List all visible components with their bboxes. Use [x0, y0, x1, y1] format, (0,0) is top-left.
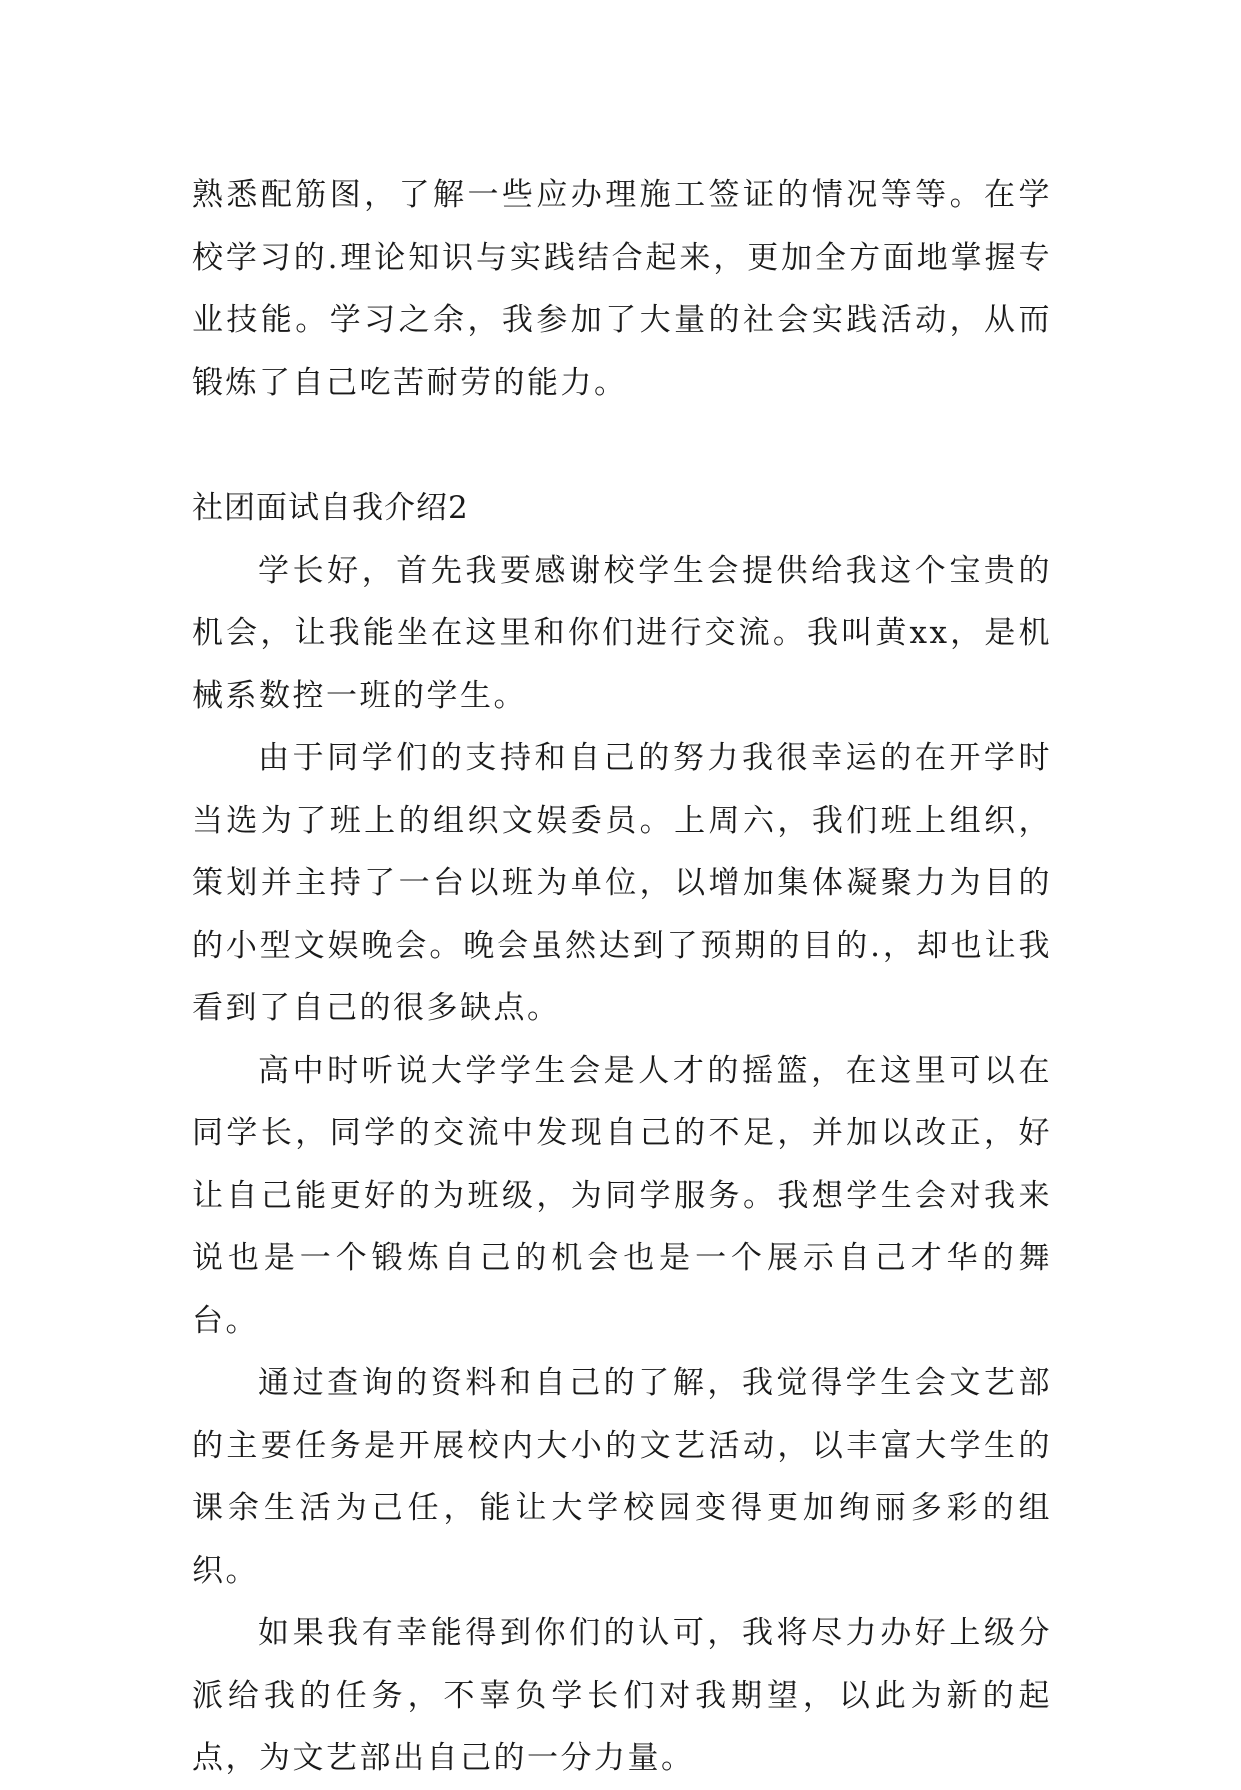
- paragraph: 如果我有幸能得到你们的认可，我将尽力办好上级分派给我的任务，不辜负学长们对我期望，以此为新的起点，为文艺部出自己的一分力量。: [192, 1615, 1052, 1776]
- paragraph: 学长好，首先我要感谢校学生会提供给我这个宝贵的机会，让我能坐在这里和你们进行交流。我叫黄xx，是机械系数控一班的学生。: [192, 552, 1052, 714]
- paragraph: 由于同学们的支持和自己的努力我很幸运的在开学时当选为了班上的组织文娱委员。上周六，我们班上组织，策划并主持了一台以班为单位，以增加集体凝聚力为目的的小型文娱晚会。晚会虽然达到了预期的目的.，却也让我看到了自己的很多缺点。: [192, 740, 1052, 1026]
- paragraph: 高中时听说大学学生会是人才的摇篮，在这里可以在同学长，同学的交流中发现自己的不足，并加以改正，好让自己能更好的为班级，为同学服务。我想学生会对我来说也是一个锻炼自己的机会也是一个展示自己才华的舞台。: [192, 1052, 1052, 1339]
- document-body: [192, 164, 1052, 1790]
- intro-paragraph: 熟悉配筋图，了解一些应办理施工签证的情况等等。在学校学习的.理论知识与实践结合起来，更加全方面地掌握专业技能。学习之余，我参加了大量的社会实践活动，从而锻炼了自己吃苦耐劳的能力。: [192, 177, 1052, 401]
- paragraph: 通过查询的资料和自己的了解，我觉得学生会文艺部的主要任务是开展校内大小的文艺活动，以丰富大学生的课余生活为己任，能让大学校园变得更加绚丽多彩的组织。: [192, 1365, 1052, 1589]
- section-title: 社团面试自我介绍2: [192, 490, 469, 526]
